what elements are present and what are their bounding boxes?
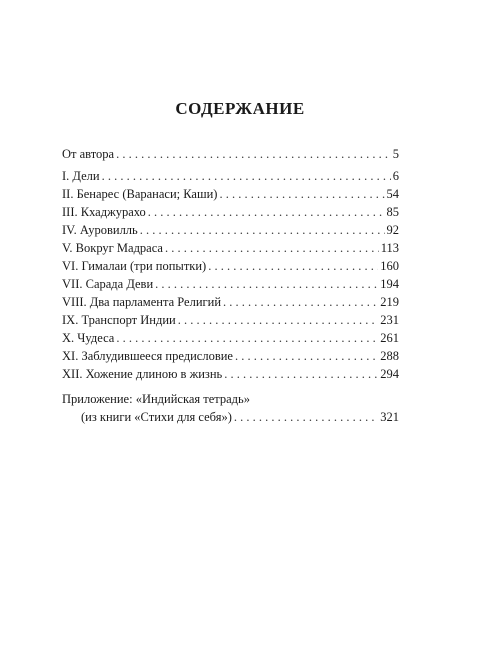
toc-entry-chapter-4 [62, 222, 399, 239]
toc-entry-page: 92 [386, 223, 399, 237]
dot-leader [223, 294, 378, 311]
toc-entry-label: VIII. Два парламента Религий [62, 295, 222, 309]
dot-leader [219, 186, 384, 203]
toc-entry-label: III. Кхаджурахо [62, 205, 146, 219]
dot-leader [116, 330, 378, 347]
dot-leader [208, 258, 378, 275]
dot-leader [102, 168, 391, 185]
toc-entry-label: (из книги «Стихи для себя») [81, 410, 232, 424]
toc-entry-label: V. Вокруг Мадраса [62, 241, 163, 255]
toc-entry-label: XII. Хожение длиною в жизнь [62, 367, 223, 381]
page-title: СОДЕРЖАНИЕ [175, 99, 305, 118]
toc-appendix-title: Приложение: «Индийская тетрадь» [62, 392, 250, 406]
toc-entry-chapter-6 [62, 258, 399, 275]
dot-leader [140, 222, 385, 239]
toc-entry-appendix [81, 409, 399, 426]
toc-entry-label: От автора [62, 147, 115, 161]
toc-entry-label: VII. Сарада Деви [62, 277, 154, 291]
toc-entry-chapter-1 [62, 168, 399, 185]
dot-leader [148, 204, 385, 221]
toc-entry-page: 261 [380, 331, 399, 345]
toc-entry-page: 194 [380, 277, 399, 291]
dot-leader [235, 348, 378, 365]
toc-entry-chapter-2 [62, 186, 399, 203]
toc-entry-label: II. Бенарес (Варанаси; Каши) [62, 187, 218, 201]
toc-entry-page: 6 [392, 169, 399, 183]
toc-entry-label: X. Чудеса [62, 331, 115, 345]
toc-entry-chapter-5 [62, 240, 399, 257]
toc-entry-chapter-10 [62, 330, 399, 347]
toc-entry-chapter-11 [62, 348, 399, 365]
toc-entry-page: 219 [380, 295, 399, 309]
toc-entry-page: 288 [380, 349, 399, 363]
toc-entry-page: 5 [392, 147, 399, 161]
toc-entry-page: 321 [380, 410, 399, 424]
toc-entry-page: 85 [386, 205, 399, 219]
dot-leader [224, 366, 378, 383]
toc-entry-chapter-7 [62, 276, 399, 293]
toc-entry-page: 54 [386, 187, 399, 201]
toc-entry-label: VI. Гималаи (три попытки) [62, 259, 207, 273]
dot-leader [165, 240, 379, 257]
toc-entry-page: 231 [380, 313, 399, 327]
dot-leader [155, 276, 378, 293]
toc-entry-label: I. Дели [62, 169, 100, 183]
toc-entry-chapter-3 [62, 204, 399, 221]
dot-leader [234, 409, 378, 426]
toc-entry-label: XI. Заблудившееся предисловие [62, 349, 233, 363]
toc-entry-chapter-9 [62, 312, 399, 329]
toc-entry-label: IX. Транспорт Индии [62, 313, 176, 327]
toc-entry-page: 160 [380, 259, 399, 273]
toc-entry-chapter-8 [62, 294, 399, 311]
toc-entry-label: IV. Ауровилль [62, 223, 138, 237]
dot-leader [116, 146, 391, 163]
toc-entry-chapter-12 [62, 366, 399, 383]
toc-entry-from-author [62, 146, 399, 163]
toc-entry-page: 113 [380, 241, 399, 255]
toc-entry-page: 294 [380, 367, 399, 381]
dot-leader [178, 312, 379, 329]
